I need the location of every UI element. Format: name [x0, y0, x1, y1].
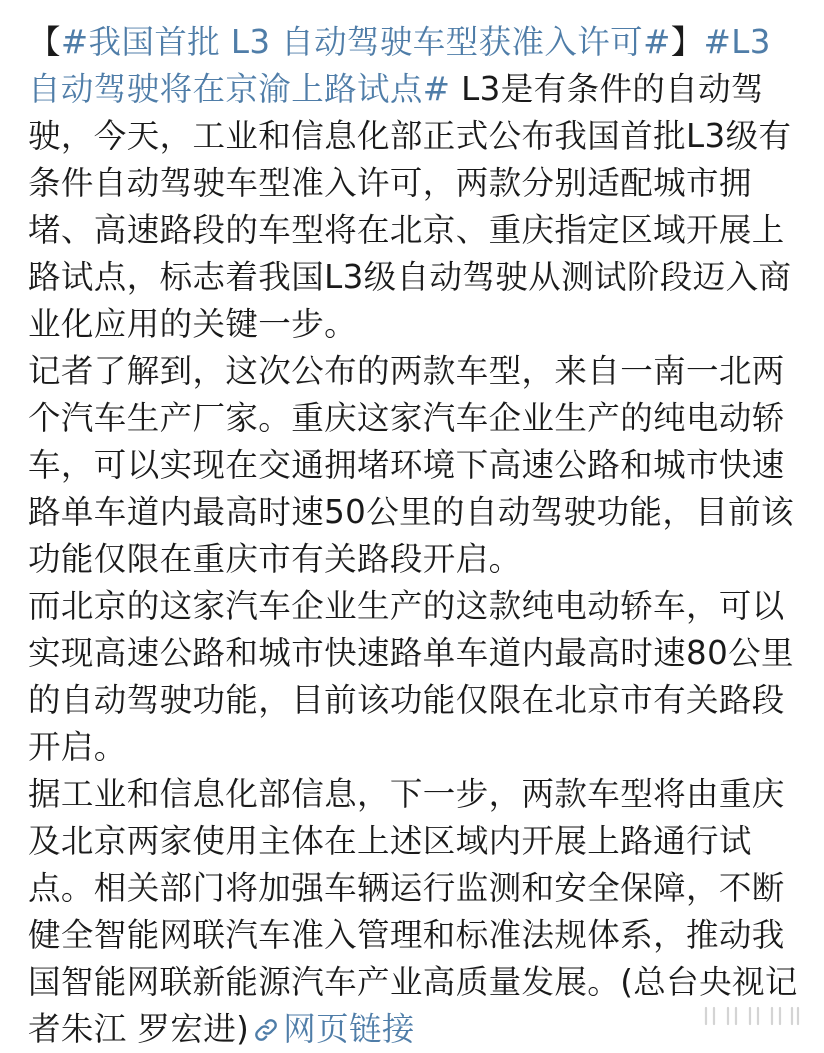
link-icon: [253, 1017, 279, 1043]
web-link[interactable]: [249, 1010, 415, 1048]
paragraph-2: 记者了解到，这次公布的两款车型，来自一南一北两个汽车生产厂家。重庆这家汽车企业生产的纯电动轿车，可以实现在交通拥堵环境下高速公路和城市快速路单车道内最高时速50公里的自动驾驶功能，目前该功能仅限在重庆市有关路段开启。: [28, 352, 794, 578]
paragraph-4-text: 据工业和信息化部信息，下一步，两款车型将由重庆及北京两家使用主体在上述区域内开展上路通行试点。相关部门将加强车辆运行监测和安全保障，不断健全智能网联汽车准入管理和标准法规体系，推动我国智能网联新能源汽车产业高质量发展。(总台央视记者朱江 罗宏进): [28, 775, 798, 1048]
paragraph-intro: 【#我国首批 L3 自动驾驶车型获准入许可#】#L3 自动驾驶将在京渝上路试点# L3是有条件的自动驾驶，今天，工业和信息化部正式公布我国首批L3级有条件自动驾驶车型准入许可，两款分别适配城市拥堵、高速路段的车型将在北京、重庆指定区域开展上路试点，标志着我国L3级自动驾驶从测试阶段迈入商业化应用的关键一步。: [28, 23, 792, 343]
paragraph-3: 而北京的这家汽车企业生产的这款纯电动轿车，可以实现高速公路和城市快速路单车道内最高时速80公里的自动驾驶功能，目前该功能仅限在北京市有关路段开启。: [28, 587, 794, 766]
hashtag-l3-approval[interactable]: #我国首批 L3 自动驾驶车型获准入许可#: [60, 23, 671, 61]
hashtag-l3-pilot[interactable]: #L3 自动驾驶将在京渝上路试点#: [28, 23, 771, 108]
paragraph-1-text: L3是有条件的自动驾驶，今天，工业和信息化部正式公布我国首批L3级有条件自动驾驶车型准入许可，两款分别适配城市拥堵、高速路段的车型将在北京、重庆指定区域开展上路试点，标志着我国L3级自动驾驶从测试阶段迈入商业化应用的关键一步。: [28, 70, 792, 343]
watermark-mark: [702, 1005, 802, 1027]
post-body: [28, 19, 798, 1053]
web-link-label[interactable]: 网页链接: [283, 1010, 415, 1048]
paragraph-4: [28, 771, 798, 1053]
